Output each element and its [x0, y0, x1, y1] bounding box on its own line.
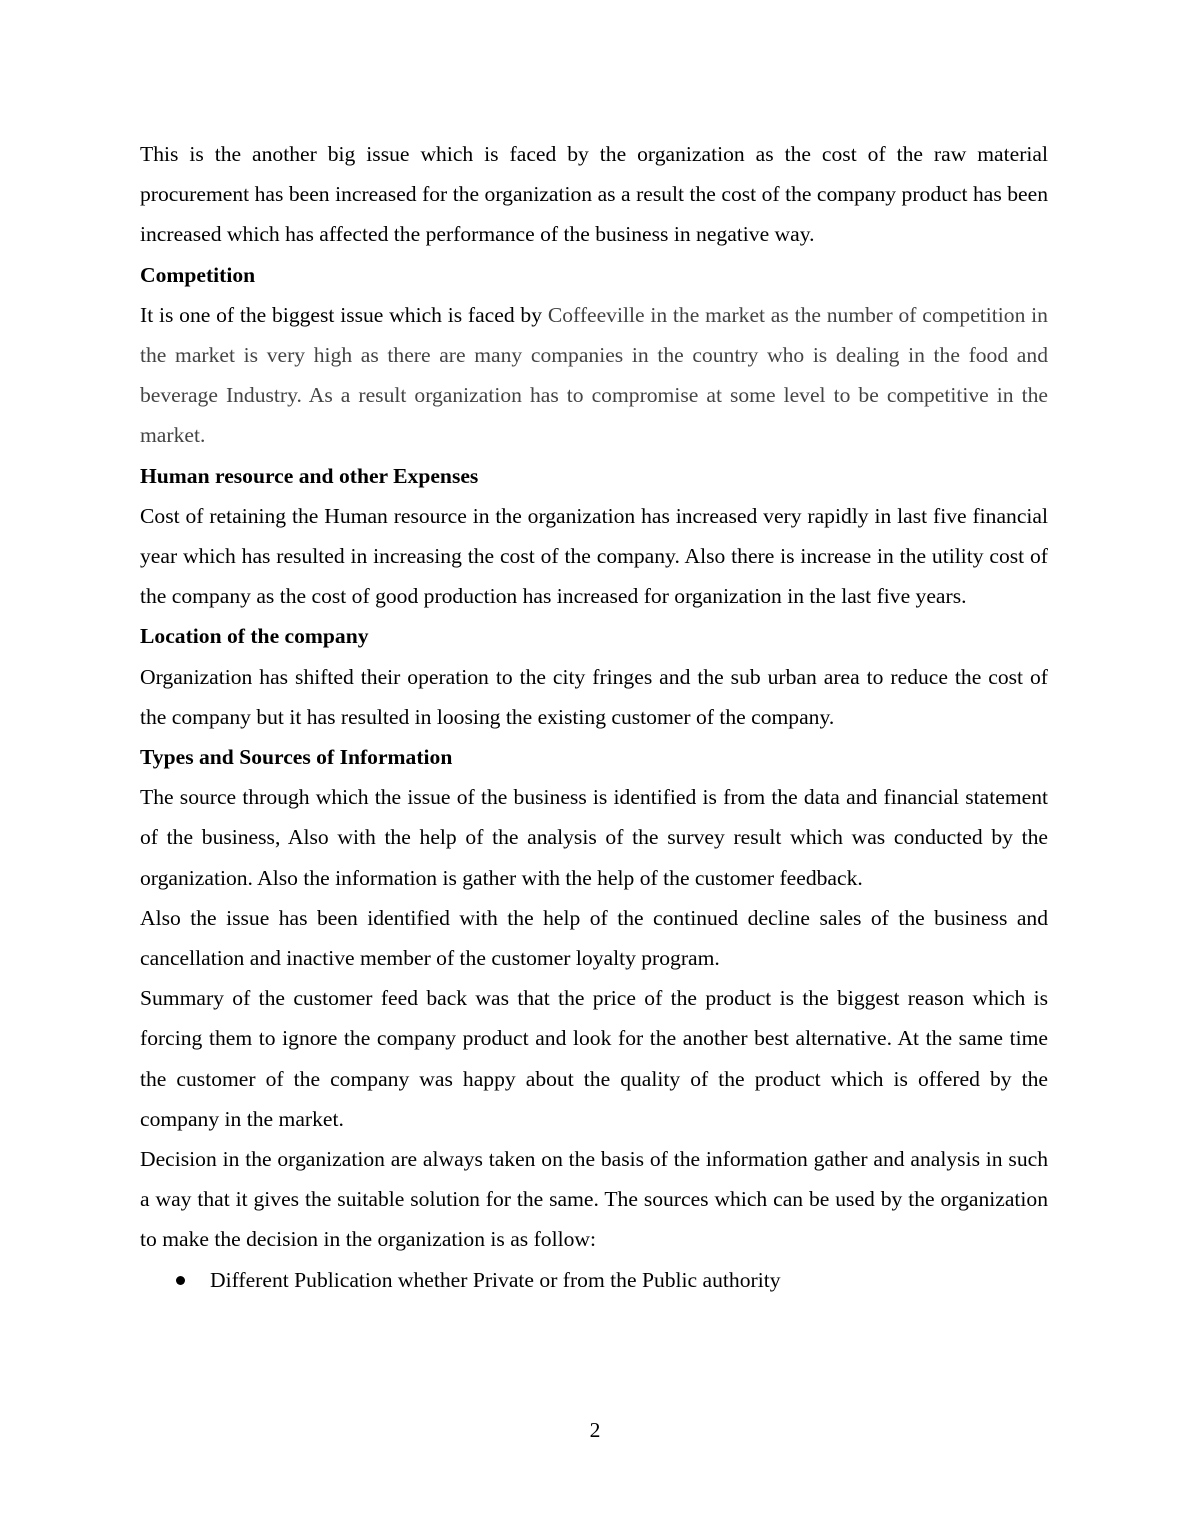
competition-paragraph: [140, 295, 1048, 456]
bullet-item-text: Different Publication whether Private or from the Public authority: [210, 1267, 781, 1292]
types-sources-heading: Types and Sources of Information: [140, 745, 453, 770]
page-number: 2: [589, 1418, 601, 1442]
bullet-icon: [176, 1276, 185, 1285]
human-resource-paragraph: Cost of retaining the Human resource in the organization has increased very rapidly in last five financial year which has resulted in increasing the cost of the company. Also there is increase in the utility cost of the company as the cost of good production has increased for organization in the last five years.: [140, 503, 1048, 609]
competition-text-grey: Coffeeville in the market as the number of competition in the market is very high as there are many companies in the country who is dealing in the food and beverage Industry. As a result organization has to compromise at some level to be competitive in the market.: [140, 302, 1048, 448]
intro-paragraph: This is the another big issue which is faced by the organization as the cost of the raw material procurement has been increased for the organization as a result the cost of the company product has been increased which has affected the performance of the business in negative way.: [140, 142, 1048, 247]
types-sources-paragraph-3: Summary of the customer feed back was that the price of the product is the biggest reason which is forcing them to ignore the company product and look for the another best alternative. At the same time the customer of the company was happy about the quality of the product which is offered by the company in the market.: [140, 986, 1048, 1131]
location-heading: Location of the company: [140, 624, 369, 649]
competition-heading: Competition: [140, 262, 256, 287]
location-paragraph: Organization has shifted their operation to the city fringes and the sub urban area to reduce the cost of the company but it has resulted in loosing the existing customer of the company.: [140, 664, 1048, 729]
sources-bullet-list: [140, 1260, 1048, 1300]
human-resource-heading: Human resource and other Expenses: [140, 463, 479, 488]
bullet-list-item: [140, 1260, 1048, 1300]
types-sources-paragraph-1: The source through which the issue of the business is identified is from the data and financial statement of the business, Also with the help of the analysis of the survey result which was conducted by the organization. Also the information is gather with the help of the customer feedback.: [140, 785, 1048, 890]
types-sources-paragraph-2: Also the issue has been identified with the help of the continued decline sales of the business and cancellation and inactive member of the customer loyalty program.: [140, 905, 1048, 971]
types-sources-paragraph-4: Decision in the organization are always taken on the basis of the information gather and analysis in such a way that it gives the suitable solution for the same. The sources which can be used by the organization to make the decision in the organization is as follow:: [140, 1147, 1048, 1252]
document-page: [140, 134, 1048, 1300]
competition-text-prefix: It is one of the biggest issue which is faced by: [140, 302, 548, 327]
